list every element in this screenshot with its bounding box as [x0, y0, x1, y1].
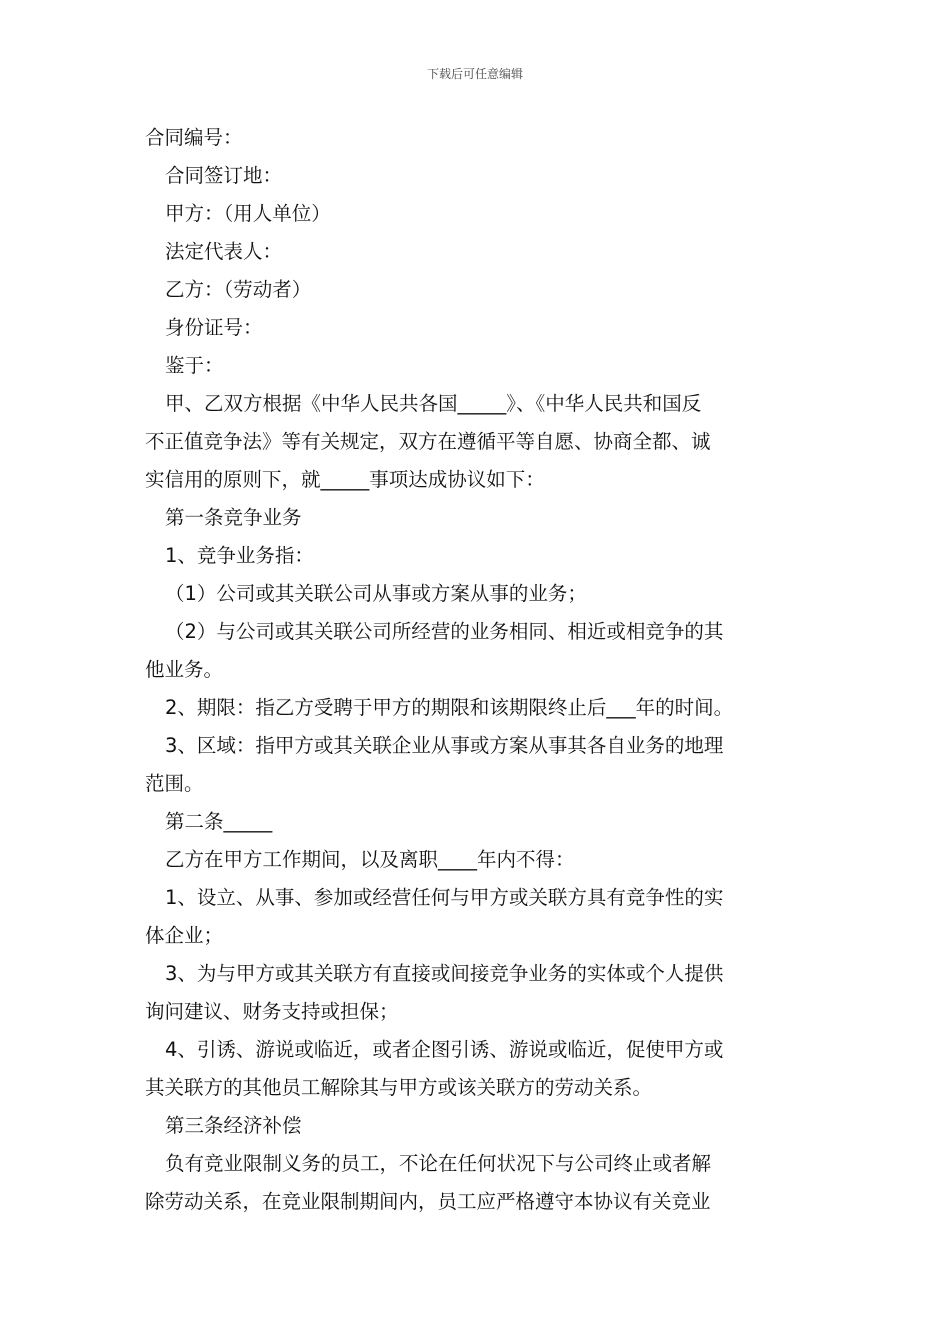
paragraph-line: 1、竞争业务指： — [165, 544, 314, 567]
article-1-title: 第一条竞争业务 — [165, 506, 302, 529]
paragraph-line: 负有竞业限制义务的员工，不论在任何状况下与公司终止或者解 — [165, 1152, 712, 1175]
party-b-label: 乙方：（劳动者） — [165, 278, 312, 301]
page-header: 下载后可任意编辑 — [426, 67, 523, 81]
id-number-label: 身份证号： — [165, 316, 263, 339]
paragraph-line: 其关联方的其他员工解除其与甲方或该关联方的劳动关系。 — [145, 1076, 653, 1099]
paragraph-line: 他业务。 — [145, 658, 224, 681]
paragraph-line: 乙方在甲方工作期间，以及离职____年内不得： — [165, 848, 575, 871]
legal-representative-label: 法定代表人： — [165, 240, 283, 263]
paragraph-line: 体企业； — [145, 924, 224, 947]
party-a-label: 甲方：（用人单位） — [165, 202, 331, 225]
signing-place-label: 合同签订地： — [165, 164, 283, 187]
paragraph-line: 范围。 — [145, 772, 204, 795]
contract-body — [145, 119, 810, 1221]
article-3-title: 第三条经济补偿 — [165, 1114, 302, 1137]
whereas-label: 鉴于： — [165, 354, 224, 377]
article-2-title: 第二条_____ — [165, 810, 273, 833]
paragraph-line: 实信用的原则下，就_____事项达成协议如下： — [145, 468, 545, 491]
paragraph-line: （1）公司或其关联公司从事或方案从事的业务； — [165, 582, 587, 605]
paragraph-line: 2、期限：指乙方受聘于甲方的期限和该期限终止后___年的时间。 — [165, 696, 734, 719]
paragraph-line: 1、设立、从事、参加或经营任何与甲方或关联方具有竞争性的实 — [165, 886, 724, 909]
paragraph-line: 甲、乙双方根据《中华人民共各国_____》、《中华人民共和国反 — [165, 392, 702, 415]
paragraph-line: （2）与公司或其关联公司所经营的业务相同、相近或相竞争的其 — [165, 620, 724, 643]
paragraph-line: 除劳动关系，在竞业限制期间内，员工应严格遵守本协议有关竞业 — [145, 1190, 711, 1213]
paragraph-line: 3、为与甲方或其关联方有直接或间接竞争业务的实体或个人提供 — [165, 962, 724, 985]
paragraph-line: 不正值竞争法》等有关规定，双方在遵循平等自愿、协商全都、诚 — [145, 430, 711, 453]
contract-number-label: 合同编号： — [145, 126, 243, 149]
paragraph-line: 询问建议、财务支持或担保； — [145, 1000, 399, 1023]
paragraph-line: 3、区域：指甲方或其关联企业从事或方案从事其各自业务的地理 — [165, 734, 724, 757]
paragraph-line: 4、引诱、游说或临近，或者企图引诱、游说或临近，促使甲方或 — [165, 1038, 724, 1061]
